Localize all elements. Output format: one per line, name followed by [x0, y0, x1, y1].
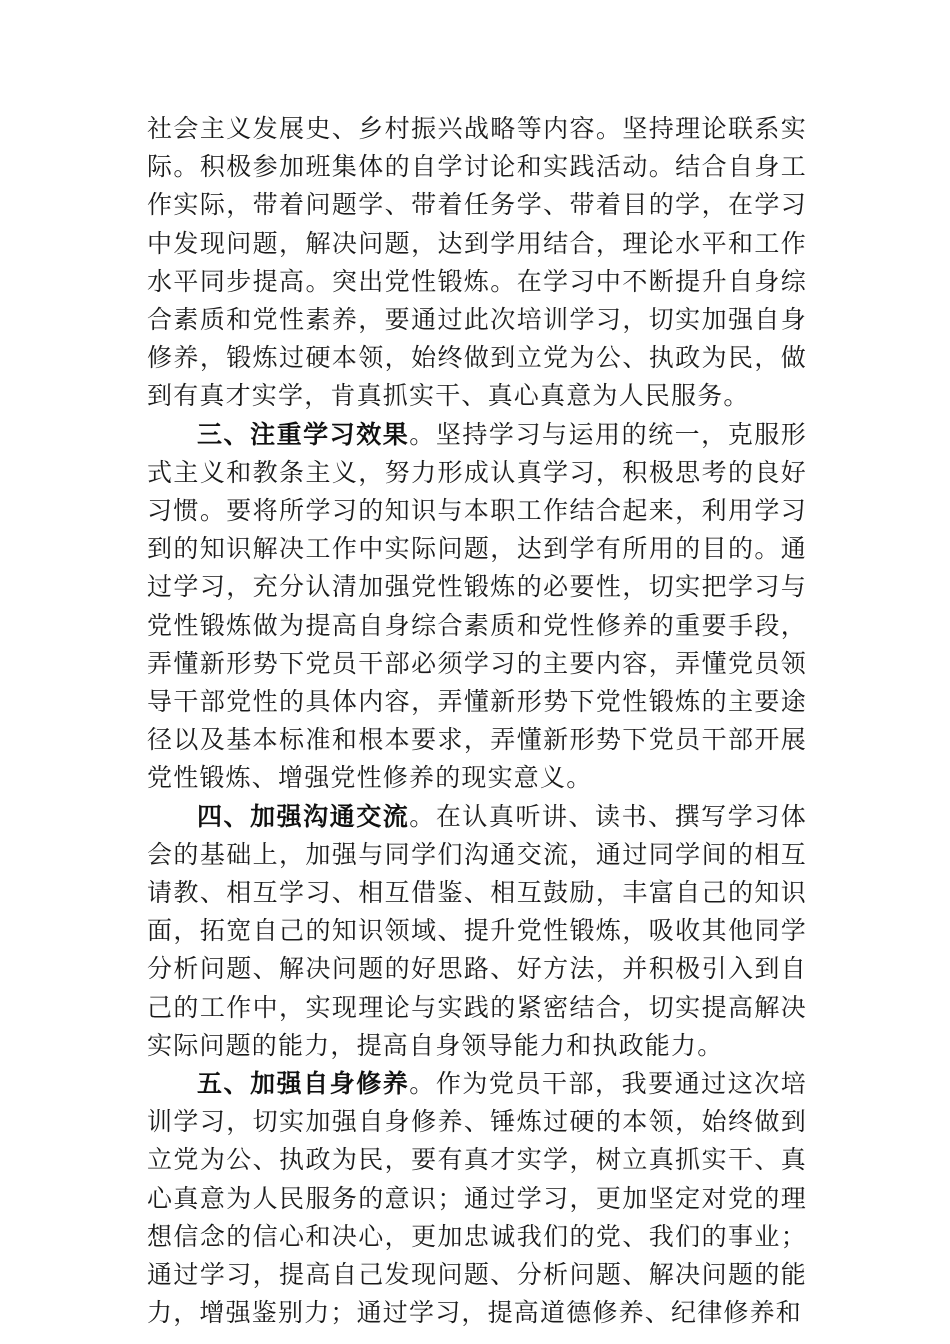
paragraph-text: 。作为党员干部，我要通过这次培训学习，切实加强自身修养、锤炼过硬的本领，始终做到立党为公、执政为民，要有真才实学，树立真抓实干、真心真意为人民服务的意识；通过学习，更加坚定对党的理想信念的信心和决心，更加忠诚我们的党、我们的事业；通过学习，提高自己发现问题、分析问题、解决问题的能力，增强鉴别力；通过学习，提高道德修养、纪律修养和: [147, 1069, 807, 1328]
document-body: [147, 110, 807, 1333]
section-heading: 三、注重学习效果: [197, 419, 410, 449]
paragraph-continuation: [147, 110, 807, 416]
paragraph-text: 。坚持学习与运用的统一，克服形式主义和教条主义，努力形成认真学习，积极思考的良好习惯。要将所学习的知识与本职工作结合起来，利用学习到的知识解决工作中实际问题，达到学有所用的目的。通过学习，充分认清加强党性锻炼的必要性，切实把学习与党性锻炼做为提高自身综合素质和党性修养的重要手段，弄懂新形势下党员干部必须学习的主要内容，弄懂党员领导干部党性的具体内容，弄懂新形势下党性锻炼的主要途径以及基本标准和根本要求，弄懂新形势下党员干部开展党性锻炼、增强党性修养的现实意义。: [147, 419, 807, 793]
section-heading: 四、加强沟通交流: [197, 801, 410, 831]
paragraph-section-3: [147, 416, 807, 798]
section-heading: 五、加强自身修养: [197, 1069, 410, 1099]
paragraph-text: 。在认真听讲、读书、撰写学习体会的基础上，加强与同学们沟通交流，通过同学间的相互请教、相互学习、相互借鉴、相互鼓励，丰富自己的知识面，拓宽自己的知识领域、提升党性锻炼，吸收其他同学分析问题、解决问题的好思路、好方法，并积极引入到自己的工作中，实现理论与实践的紧密结合，切实提高解决实际问题的能力，提高自身领导能力和执政能力。: [147, 801, 807, 1060]
paragraph-section-4: [147, 798, 807, 1065]
paragraph-text: 社会主义发展史、乡村振兴战略等内容。坚持理论联系实际。积极参加班集体的自学讨论和实践活动。结合自身工作实际，带着问题学、带着任务学、带着目的学，在学习中发现问题，解决问题，达到学用结合，理论水平和工作水平同步提高。突出党性锻炼。在学习中不断提升自身综合素质和党性素养，要通过此次培训学习，切实加强自身修养，锻炼过硬本领，始终做到立党为公、执政为民，做到有真才实学，肯真抓实干、真心真意为人民服务。: [147, 114, 807, 411]
paragraph-section-5: [147, 1065, 807, 1332]
